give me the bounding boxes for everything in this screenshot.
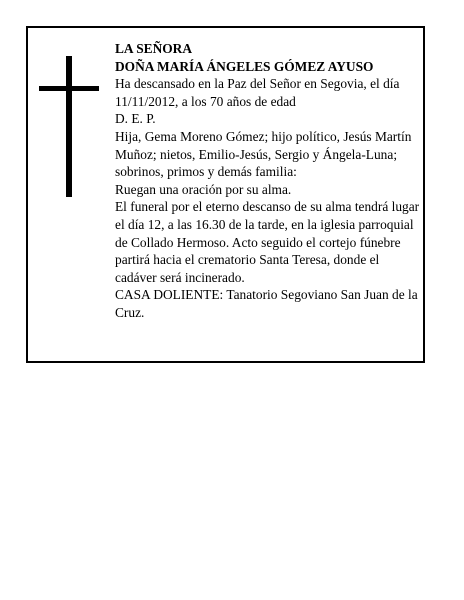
rip-line: D. E. P. xyxy=(115,111,156,127)
funeral-details: El funeral por el eterno descanso de su alma tendrá lugar el día 12, a las 16.30 de la tarde, en la iglesia parroquial de Collado Hermoso. Acto seguido el cortejo fúnebre partirá hacia el crematorio Santa Teresa, donde el cadáver será incinerado. xyxy=(115,199,420,285)
death-announcement: Ha descansado en la Paz del Señor en Segovia, el día 11/11/2012, a los 70 años de edad xyxy=(115,76,400,109)
cross-horizontal-bar xyxy=(39,86,99,91)
obituary-text xyxy=(115,40,420,322)
obituary-notice xyxy=(26,26,425,363)
family-list: Hija, Gema Moreno Gómez; hijo político, Jesús Martín Muñoz; nietos, Emilio-Jesús, Sergio y Ángela-Luna; sobrinos, primos y demás familia: xyxy=(115,128,412,180)
mourning-house: CASA DOLIENTE: Tanatorio Segoviano San Juan de la Cruz. xyxy=(115,287,418,320)
cross-vertical-bar xyxy=(66,56,72,197)
deceased-name: DOÑA MARÍA ÁNGELES GÓMEZ AYUSO xyxy=(115,58,374,74)
prayer-request: Ruegan una oración por su alma. xyxy=(115,181,292,197)
notice-heading: LA SEÑORA xyxy=(115,41,193,56)
